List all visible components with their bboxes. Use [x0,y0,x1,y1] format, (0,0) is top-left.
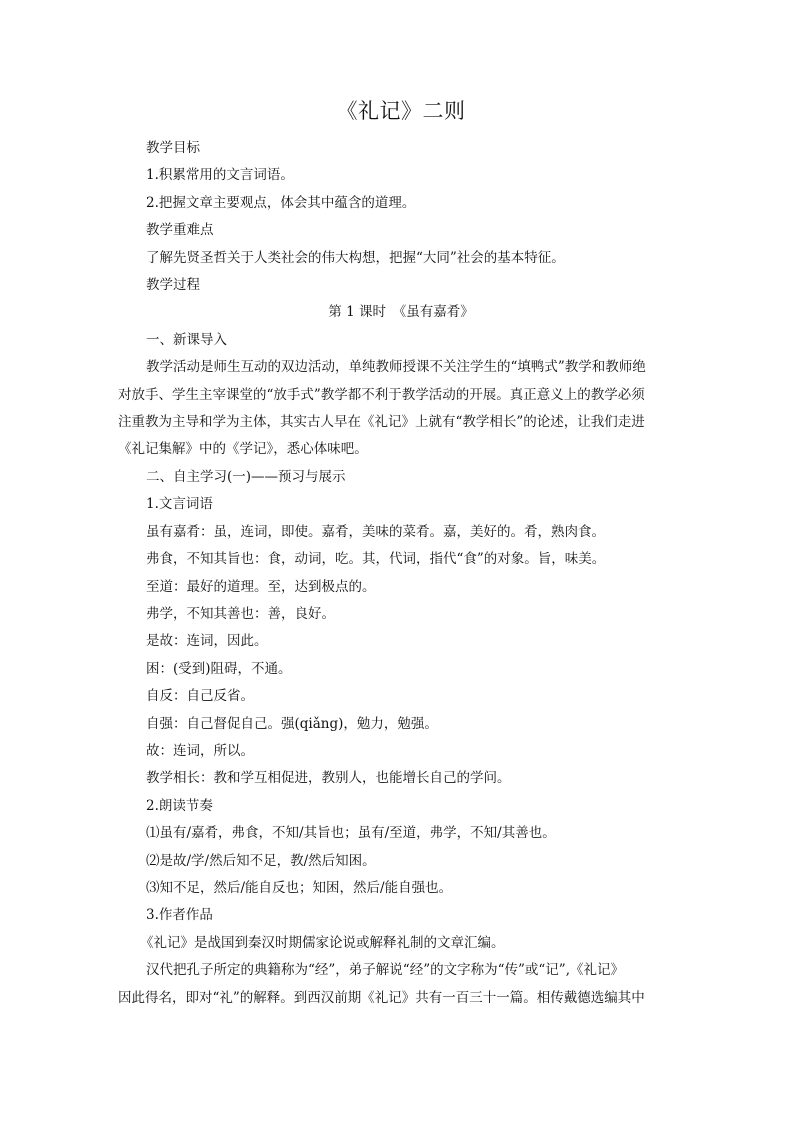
lesson-heading: 第 1 课时 《虽有嘉肴》 [328,304,474,321]
author-line: 因此得名，即对“礼”的解释。到西汉前期《礼记》共有一百三十一篇。相传戴德选编其中 [118,989,645,1006]
vocab-item: 是故：连词，因此。 [146,633,268,650]
heading-key-difficulties: 教学重难点 [146,222,214,239]
vocab-item: 故：连词，所以。 [146,742,254,759]
intro-line: 教学活动是师生互动的双边活动，单纯教师授课不关注学生的“填鸭式”教学和教师绝 [146,359,646,376]
rhythm-item: ⑵是故/学/然后知不足，教/然后知困。 [146,852,376,869]
rhythm-heading: 2.朗读节奏 [146,797,213,814]
rhythm-item: ⑶知不足，然后/能自反也；知困，然后/能自强也。 [146,879,453,896]
vocab-item: 困：(受到)阻碍，不通。 [146,660,292,677]
vocab-item: 至道：最好的道理。至，达到极点的。 [146,578,376,595]
vocab-item: 教学相长：教和学互相促进，教别人，也能增长自己的学问。 [146,770,511,787]
intro-line: 注重教为主导和学为主体，其实古人早在《礼记》上就有“教学相长”的论述，让我们走进 [118,414,645,431]
vocab-item: 弗学，不知其善也：善，良好。 [146,605,335,622]
key-difficulty-text: 了解先贤圣哲关于人类社会的伟大构想，把握“大同”社会的基本特征。 [146,249,565,266]
author-paragraph-2 [118,957,684,1012]
document-title: 《礼记》二则 [336,99,466,123]
author-heading: 3.作者作品 [146,907,213,924]
section-self-study: 二、自主学习(一)——预习与展示 [146,468,346,485]
author-line: 汉代把孔子所定的典籍称为“经”，弟子解说“经”的文字称为“传”或“记”,《礼记》 [146,962,625,979]
heading-teaching-process: 教学过程 [146,277,200,294]
goal-item-2: 2.把握文章主要观点，体会其中蕴含的道理。 [146,194,416,211]
rhythm-item: ⑴虽有/嘉肴，弗食，不知/其旨也；虽有/至道，弗学，不知/其善也。 [146,825,556,842]
intro-line: 《礼记集解》中的《学记》，悉心体味吧。 [118,441,368,458]
vocab-item: 自反：自己反省。 [146,688,254,705]
vocab-list [118,519,684,793]
goal-item-1: 1.积累常用的文言词语。 [146,167,294,184]
intro-line: 对放手、学生主宰课堂的“放手式”教学都不利于教学活动的开展。真正意义上的教学必须 [118,386,645,403]
vocab-heading: 1.文言词语 [146,496,213,513]
rhythm-list [118,820,684,902]
intro-paragraph [118,354,684,464]
vocab-item: 弗食，不知其旨也：食，动词，吃。其，代词，指代“食”的对象。旨，味美。 [146,551,606,568]
vocab-item: 虽有嘉肴：虽，连词，即使。嘉肴，美味的菜肴。嘉，美好的。肴，熟肉食。 [146,523,605,540]
heading-teaching-goals: 教学目标 [146,140,200,156]
vocab-item: 自强：自己督促自己。强(qiǎng)，勉力，勉强。 [146,715,438,732]
author-text-1: 《礼记》是战国到秦汉时期儒家论说或解释礼制的文章汇编。 [140,934,505,951]
section-new-lesson: 一、新课导入 [146,331,227,348]
document-page [118,95,684,1012]
